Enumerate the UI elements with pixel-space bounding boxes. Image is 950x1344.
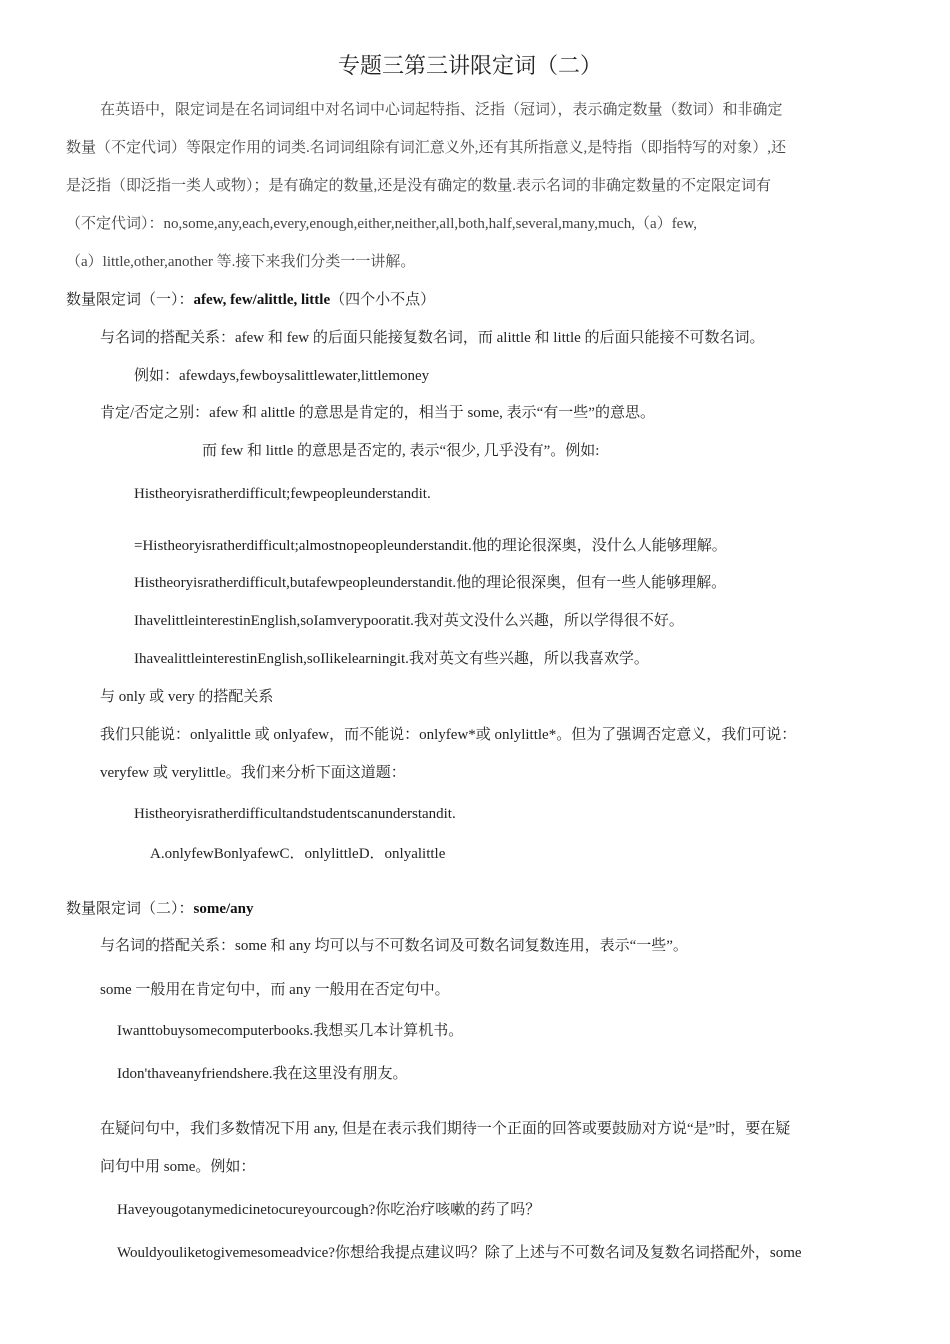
section2-question-example: Wouldyouliketogivemesomeadvice?你想给我提点建议吗？除了上述与不可数名词及复数名词搭配外，some <box>117 1245 802 1261</box>
page-title: 专题三第三讲限定词（二） <box>338 53 603 78</box>
section2-usage: some 一般用在肯定句中，而 any 一般用在否定句中。 <box>100 982 450 998</box>
section2-question-example: Haveyougotanymedicinetocureyourcough?你吃治疗咳嗽的药了吗？ <box>117 1202 541 1218</box>
exercise-options: A.onlyfewBonlyafewC．onlylittleD．onlyalittle <box>150 846 446 862</box>
section1-heading-suffix: （四个小不点） <box>330 292 436 308</box>
intro-line: 是泛指（即泛指一类人或物）；是有确定的数量,还是没有确定的数量.表示名词的非确定数量的不定限定词有 <box>66 178 772 194</box>
section1-heading-prefix: 数量限定词（一）： <box>66 292 194 308</box>
section1-example: Histheoryisratherdifficult;fewpeopleunderstandit. <box>134 486 431 502</box>
intro-line: 在英语中，限定词是在名词词组中对名词中心词起特指、泛指（冠词），表示确定数量（数词）和非确定 <box>100 102 783 118</box>
only-very-text: veryfew 或 verylittle。我们来分析下面这道题： <box>100 765 406 781</box>
section1-example: Histheoryisratherdifficult,butafewpeopleunderstandit.他的理论很深奥，但有一些人能够理解。 <box>134 575 727 591</box>
section2-heading-prefix: 数量限定词（二）： <box>66 901 194 917</box>
section2-question-usage: 问句中用 some。例如： <box>100 1159 256 1175</box>
section1-heading-keywords: afew, few/alittle, little <box>193 292 331 308</box>
section1-negative: 而 few 和 little 的意思是否定的, 表示“很少, 几乎没有”。例如: <box>202 443 600 459</box>
section1-example-intro: 例如：afewdays,fewboysalittlewater,littlemoney <box>134 368 430 384</box>
section2-example: Idon'thaveanyfriendshere.我在这里没有朋友。 <box>117 1066 408 1082</box>
section2-heading-keywords: some/any <box>193 901 254 917</box>
section1-example: IhavelittleinterestinEnglish,soIamverypooratit.我对英文没什么兴趣，所以学得很不好。 <box>134 613 684 629</box>
intro-line: 数量（不定代词）等限定作用的词类.名词词组除有词汇意义外,还有其所指意义,是特指（即指特写的对象）,还 <box>66 140 787 156</box>
section2-heading <box>66 899 254 919</box>
section1-heading <box>66 290 435 310</box>
section1-example: =Histheoryisratherdifficult;almostnopeopleunderstandit.他的理论很深奥，没什么人能够理解。 <box>134 538 727 554</box>
intro-line: （a）little,other,another 等.接下来我们分类一一讲解。 <box>66 254 416 270</box>
only-very-heading: 与 only 或 very 的搭配关系 <box>100 689 274 705</box>
exercise-question: Histheoryisratherdifficultandstudentscanunderstandit. <box>134 806 456 822</box>
only-very-text: 我们只能说：onlyalittle 或 onlyafew，而不能说：onlyfew*或 onlylittle*。但为了强调否定意义，我们可说： <box>100 727 797 743</box>
section1-positive: 肯定/否定之别：afew 和 alittle 的意思是肯定的，相当于 some, 表示“有一些”的意思。 <box>100 405 655 421</box>
section1-collocation: 与名词的搭配关系：afew 和 few 的后面只能接复数名词，而 alittle 和 little 的后面只能接不可数名词。 <box>100 330 765 346</box>
section2-collocation: 与名词的搭配关系：some 和 any 均可以与不可数名词及可数名词复数连用，表示“一些”。 <box>100 938 688 954</box>
section2-question-usage: 在疑问句中，我们多数情况下用 any, 但是在表示我们期待一个正面的回答或要鼓励对方说“是”时，要在疑 <box>100 1121 791 1137</box>
section1-example: IhavealittleinterestinEnglish,soIlikelearningit.我对英文有些兴趣，所以我喜欢学。 <box>134 651 649 667</box>
section2-example: Iwanttobuysomecomputerbooks.我想买几本计算机书。 <box>117 1023 464 1039</box>
intro-line: （不定代词）：no,some,any,each,every,enough,either,neither,all,both,half,several,many,much,（a）few, <box>66 216 697 232</box>
